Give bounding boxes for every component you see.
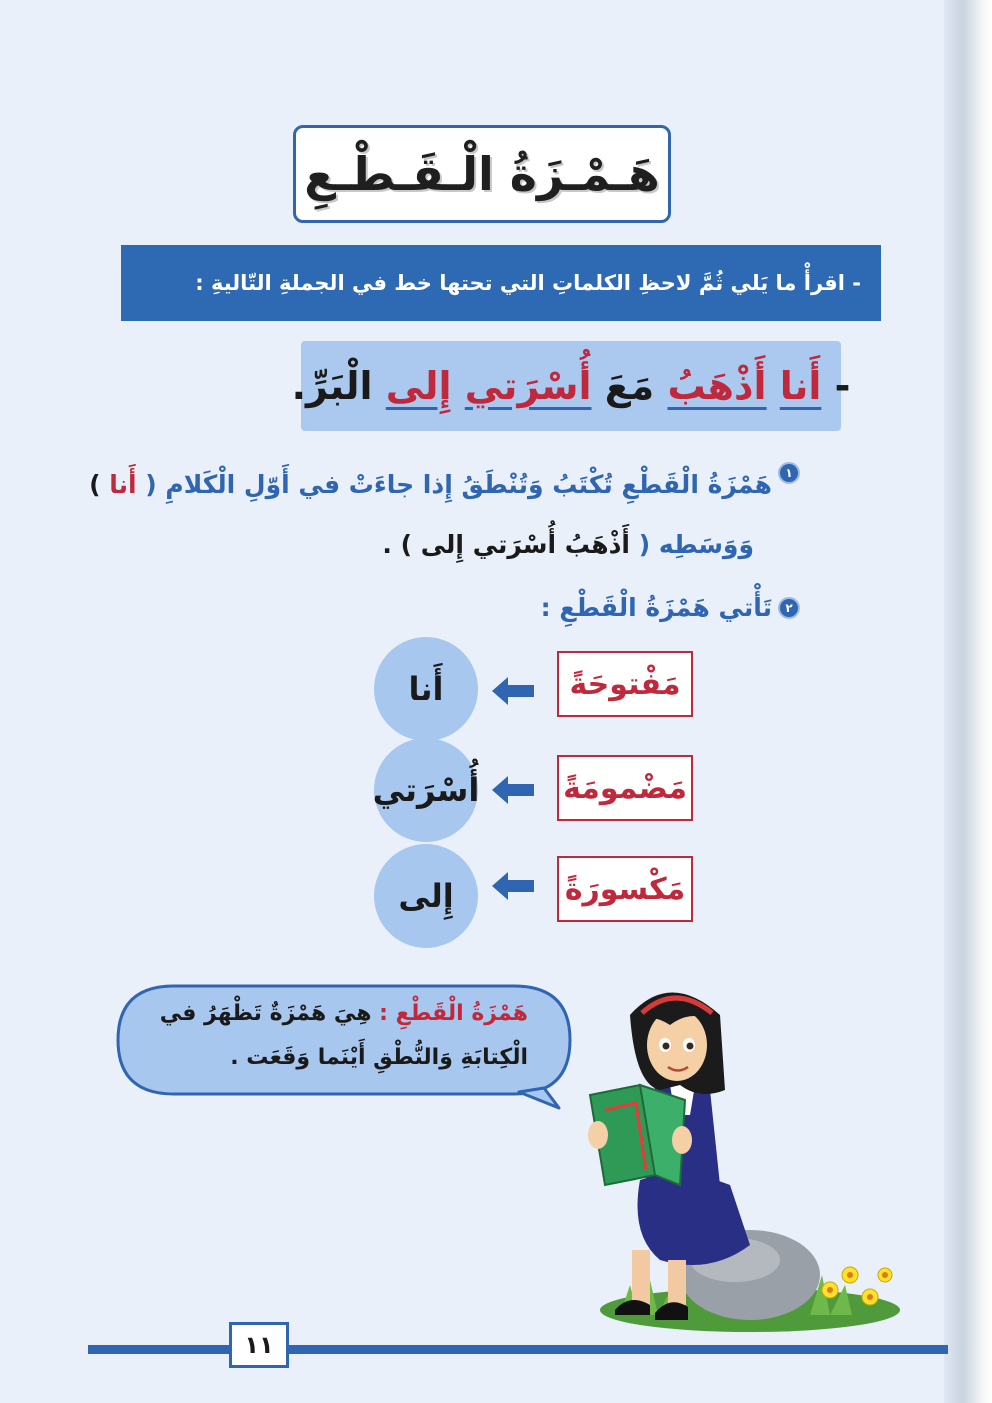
page-title: هَـمْـزَةُ الْـقَـطْـعِ <box>304 147 660 201</box>
point-1-example: أَنا <box>109 470 137 499</box>
footer-line <box>88 1345 948 1354</box>
point-2-badge: ٢ <box>778 597 800 619</box>
form-word-ila: إِلى <box>374 844 478 948</box>
point-2-text: تَأْتي هَمْزَةُ الْقَطْعِ : <box>540 593 772 622</box>
sentence-word-ana: أَنا <box>779 364 822 408</box>
definition-line-1-rest: هِيَ هَمْزَةٌ تَظْهَرُ في <box>159 1001 380 1026</box>
point-1-line-2-examples: أَذْهَبُ أُسْرَتي إِلى <box>420 530 630 559</box>
definition-line-2: الْكِتابَةِ وَالنُّطْقِ أَيْنَما وَقَعَت . <box>230 1045 528 1070</box>
instruction-bar <box>121 245 881 321</box>
sentence-word-albarr: الْبَرِّ. <box>291 364 373 408</box>
sentence-word-adhhabu: أَذْهَبُ <box>667 364 767 408</box>
point-1-close: ) <box>89 470 110 499</box>
form-label-kasra: مَكْسورَةً <box>557 856 693 922</box>
form-label-damma: مَضْمومَةً <box>557 755 693 821</box>
form-word-usrati: أُسْرَتي <box>374 738 478 842</box>
point-2-line-1 <box>541 593 772 622</box>
point-1-line-2-end: ) . <box>382 530 421 559</box>
page-number: ١١ <box>229 1322 289 1368</box>
instruction-text: - اقرأْ ما يَلي ثُمَّ لاحظِ الكلماتِ التي تحتها خط في الجملةِ التّاليةِ : <box>195 271 861 295</box>
point-1-badge: ١ <box>778 462 800 484</box>
sentence-word-usrati: أُسْرَتي <box>464 364 592 408</box>
example-sentence-box <box>291 341 851 431</box>
point-1-line-2 <box>382 530 754 559</box>
title-box <box>293 125 671 223</box>
point-1-line-1 <box>89 470 772 499</box>
form-word-ana: أَنا <box>374 637 478 741</box>
page-edge <box>944 0 992 1403</box>
definition-text <box>148 992 528 1080</box>
sentence-dash: - <box>821 364 851 408</box>
example-sentence <box>292 364 851 408</box>
girl-reading-illustration <box>560 975 900 1335</box>
definition-line-1 <box>148 992 528 1036</box>
arrow-left-icon <box>492 677 534 705</box>
point-1-text: هَمْزَةُ الْقَطْعِ تُكْتَبُ وَتُنْطَقُ إِذا جاءَتْ في أَوّلِ الْكَلامِ ( <box>136 470 772 499</box>
sentence-word-ila: إِلى <box>385 364 452 408</box>
arrow-left-icon <box>492 872 534 900</box>
form-label-fatha: مَفْتوحَةً <box>557 651 693 717</box>
point-1-line-2-start: وَوَسَطِه ( <box>629 530 754 559</box>
arrow-left-icon <box>492 776 534 804</box>
sentence-word-maa: مَعَ <box>604 364 655 408</box>
definition-term: هَمْزَةُ الْقَطْعِ : <box>379 1001 528 1026</box>
